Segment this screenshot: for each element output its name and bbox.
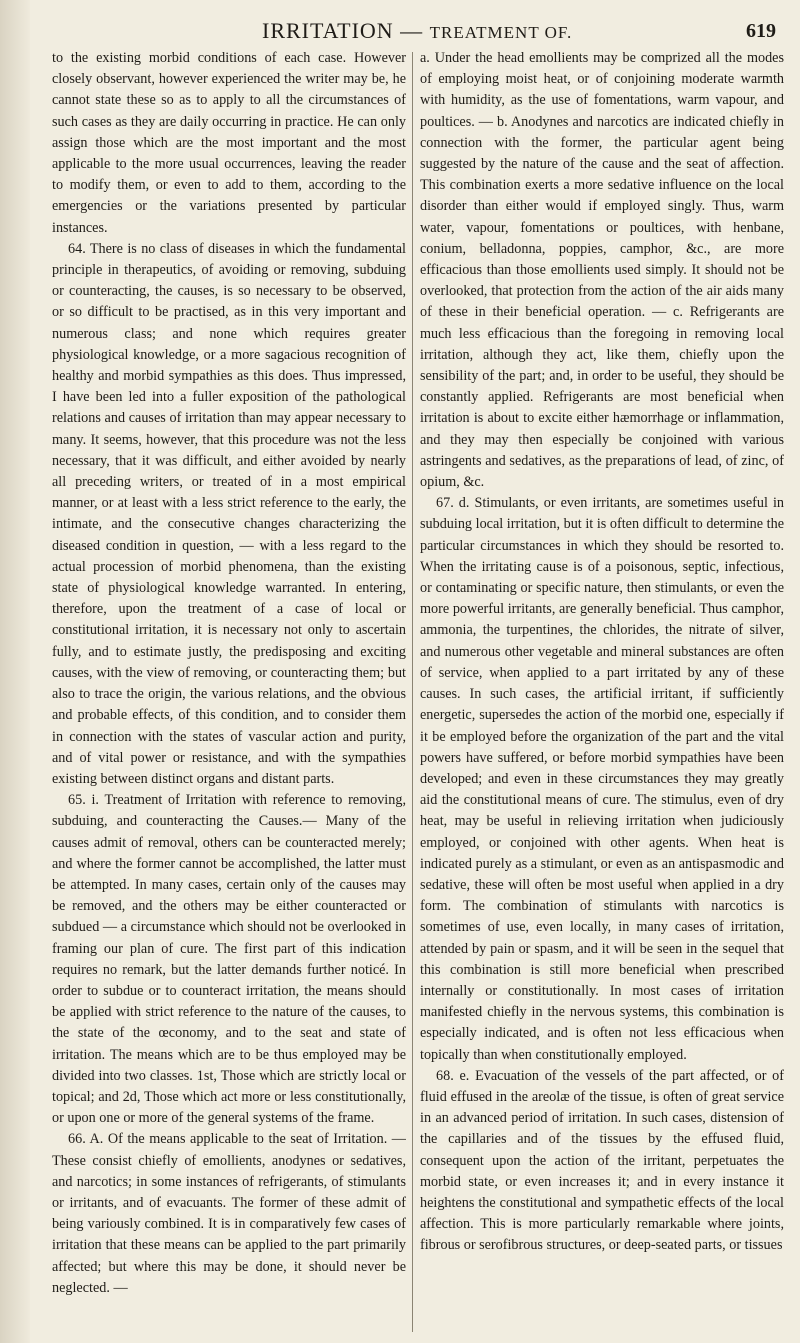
paragraph: to the existing morbid conditions of each case. However closely observant, however experienced the writer may be, he cannot state these so as to apply to all the circumstances of such cases as they are daily occurring in practice. He can only assign those which are the most important and the most applicable to the more usual occurrences, leaving the reader to modify them, or even to add to them, according to the emergencies or the variations presented by particular instances. xyxy=(52,50,406,236)
paragraph: a. Under the head emollients may be comprized all the modes of employing moist heat, or of conjoining moderate warmth with humidity, as the use of fomentations, warm vapour, and poultices. — b. Anodynes and narcotics are indicated chiefly in connection with the former, the particular agent being suggested by the nature of the cause and the seat of affection. This combination exerts a more sedative influence on the local disorder than either would if employed singly. Thus, warm water, vapour, fomentations or poultices, with henbane, conium, belladonna, poppies, camphor, &c., are more efficacious than those emollients used simply. It should not be overlooked, that protection from the action of the air aids many of these in their beneficial operation. — c. Refrigerants are much less efficacious than the foregoing in removing local irritation, although they act, like them, chiefly upon the sensibility of the part; and, in order to be useful, they should be constantly applied. Refrigerants are most beneficial when irritation is about to excite either hæmorrhage or inflammation, and they may then especially be conjoined with various astringents and sedatives, as the preparations of lead, of zinc, of opium, &c. xyxy=(420,50,784,491)
paragraph: 67. d. Stimulants, or even irritants, are sometimes useful in subduing local irritation, but it is often difficult to determine the particular circumstances in which they should be resorted to. When the irritating cause is of a poisonous, septic, infectious, or contaminating or specific nature, then stimulants, or even the more powerful irritants, are generally beneficial. Thus camphor, ammonia, the turpentines, the chlorides, the nitrate of silver, and numerous other vegetable and mineral substances are often of service, when applied to a part irritated by any of these causes. In such cases, the artificial irritant, if sufficiently energetic, supersedes the action of the morbid one, especially if it be employed before the organization of the part and the vital powers have suffered, or before morbid sympathies have been developed; and even in these circumstances they may greatly aid the constitutional means of cure. The stimulus, even of dry heat, may be useful in relieving irritation when judiciously employed, or conjoined with other agents. When heat is indicated purely as a stimulant, or even as an antispasmodic and sedative, these will often be most useful when applied in a dry form. The combination of stimulants with narcotics is sometimes of use, even locally, in many cases of irritation, attended by pain or spasm, and it will be seen in the sequel that this combination is still more beneficial when prescribed internally or constitutionally. In most cases of irritation manifested chiefly in the nervous systems, this combination is especially indicated, and is often not less efficacious when topically than when constitutionally employed. xyxy=(420,495,784,1063)
page-number: 619 xyxy=(746,20,776,42)
paragraph: 66. A. Of the means applicable to the seat of Irritation. — These consist chiefly of emollients, anodynes or sedatives, and narcotics; in some instances of refrigerants, of stimulants or irritants, and of evacuants. The former of these admit of being variously combined. It is in comparatively few cases of irritation that these means can be applied to the part primarily affected; but where this may be done, it should never be neglected. — xyxy=(52,1131,406,1296)
paragraph: 68. e. Evacuation of the vessels of the part affected, or of fluid effused in the areolæ of the tissue, is often of great service in an advanced period of irritation. In such cases, distension of the capillaries and of the tissues by the effused fluid, consequent upon the action of the irritant, perpetuates the morbid state, or even increases it; and in every instance it heightens the constitutional and sympathetic effects of the local affection. This is more particularly remarkable where joints, fibrous or serofibrous structures, or deep-seated parts, or tissues xyxy=(420,1067,784,1254)
paragraph: 65. i. Treatment of Irritation with reference to removing, subduing, and counteracting the Causes.— Many of the causes admit of removal, others can be counteracted merely; and where the former cannot be accomplished, the latter must be attempted. In many cases, certain only of the causes may be removed, and the others may be either counteracted or subdued — a circumstance which should not be overlooked in framing our plan of cure. The first part of this indication requires no remark, but the latter demands further noticé. In order to subdue or to counteract irritation, the means should be applied with strict reference to the nature of the causes, to the state of the œconomy, and to the seat and state of irritation. The means which are to be thus employed may be divided into two classes. 1st, Those which are strictly local or topical; and 2d, Those which act more or less constitutionally, or upon one or more of the general systems of the frame. xyxy=(52,792,406,1127)
left-column xyxy=(52,48,406,1338)
paragraph: 64. There is no class of diseases in which the fundamental principle in therapeutics, of avoiding or removing, subduing or counteracting, the causes, is so necessary to be observed, or so difficult to be practised, as in this very important and numerous class; and none which requires greater physiological knowledge, or a more sagacious recognition of healthy and morbid sympathies as this does. Thus impressed, I have been led into a fuller exposition of the pathological relations and causes of irritation than may appear necessary to many. It seems, however, that this procedure was not the less necessary, that it was difficult, and either avoided by nearly all preceding writers, or treated of in a most empirical manner, or at least with a less strict reference to the early, the intimate, and the consecutive changes characterizing the diseased condition in question, — with a less regard to the actual procession of morbid phenomena, than the existing state of physiological knowledge warranted. In entering, therefore, upon the treatment of a case of local or constitutional irritation, it is necessary not only to ascertain fully, and to estimate justly, the predisposing and exciting causes, with the view of removing, or counteracting them; but also to trace the origin, the various relations, and the obvious and probable effects, of this condition, and to consider them in connection with the states of vascular action and purity, and of vital power or resistance, and with the sympathies existing between distinct organs and distant parts. xyxy=(52,240,406,787)
running-title-small: TREATMENT OF. xyxy=(429,23,573,42)
running-title-main: IRRITATION — xyxy=(262,18,430,43)
page-binding-edge xyxy=(0,0,30,1343)
running-title xyxy=(262,18,572,44)
running-header xyxy=(52,12,786,44)
right-column xyxy=(420,48,784,1338)
column-divider xyxy=(412,52,413,1332)
